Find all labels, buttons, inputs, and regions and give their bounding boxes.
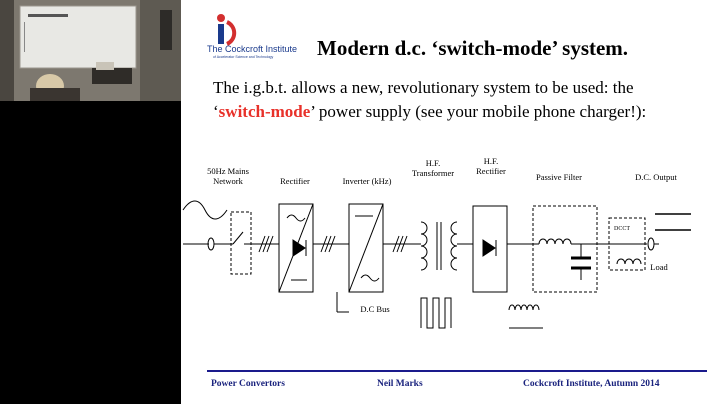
footer-center: Neil Marks bbox=[377, 379, 423, 389]
switch-mode-diagram bbox=[181, 0, 720, 404]
label-passive-filter: Passive Filter bbox=[535, 172, 583, 182]
body-line-1: The i.g.b.t. allows a new, revolutionary system to be used: the bbox=[213, 78, 634, 97]
pulse-waveform-icon bbox=[421, 298, 451, 328]
switch-mode-highlight: switch-mode bbox=[218, 102, 311, 121]
video-frame bbox=[0, 0, 181, 101]
slide bbox=[181, 0, 720, 404]
label-dc-bus: D.C Bus bbox=[360, 304, 390, 314]
passive-filter-box bbox=[533, 206, 597, 292]
logo-name: The Cockcroft Institute bbox=[207, 44, 298, 54]
label-load: Load bbox=[650, 262, 668, 272]
label-dc-output: D.C. Output bbox=[635, 172, 677, 182]
label-mains: 50Hz Mains Network bbox=[207, 166, 249, 186]
speaker-video bbox=[0, 0, 181, 101]
rectifier-diode-icon bbox=[293, 240, 305, 256]
slide-title: Modern d.c. ‘switch-mode’ system. bbox=[317, 36, 629, 60]
label-dcct: DCCT bbox=[613, 226, 630, 232]
ripple-waveform-icon bbox=[509, 305, 539, 310]
label-rectifier: Rectifier bbox=[280, 176, 310, 186]
footer-divider bbox=[207, 370, 707, 372]
mains-sine-icon bbox=[183, 201, 227, 219]
rectifier-sine-icon bbox=[287, 215, 305, 221]
label-hf-rectifier: H.F. Rectifier bbox=[476, 156, 506, 176]
inverter-sine-icon bbox=[361, 275, 379, 281]
transformer-secondary-icon bbox=[451, 222, 457, 270]
body-line-2: ‘switch-mode’ power supply (see your mobile phone charger!): bbox=[213, 102, 647, 121]
transformer-primary-icon bbox=[421, 222, 427, 270]
logo-subtitle: of Accelerator Science and Technology bbox=[213, 55, 274, 59]
footer-left: Power Convertors bbox=[211, 379, 285, 389]
footer-right: Cockcroft Institute, Autumn 2014 bbox=[523, 379, 660, 389]
label-inverter: Inverter (kHz) bbox=[342, 176, 392, 186]
dcct-coil-icon bbox=[617, 259, 641, 264]
filter-inductor-icon bbox=[539, 239, 571, 244]
hf-diode-icon bbox=[483, 240, 495, 256]
label-transformer: H.F. Transformer bbox=[411, 158, 455, 178]
